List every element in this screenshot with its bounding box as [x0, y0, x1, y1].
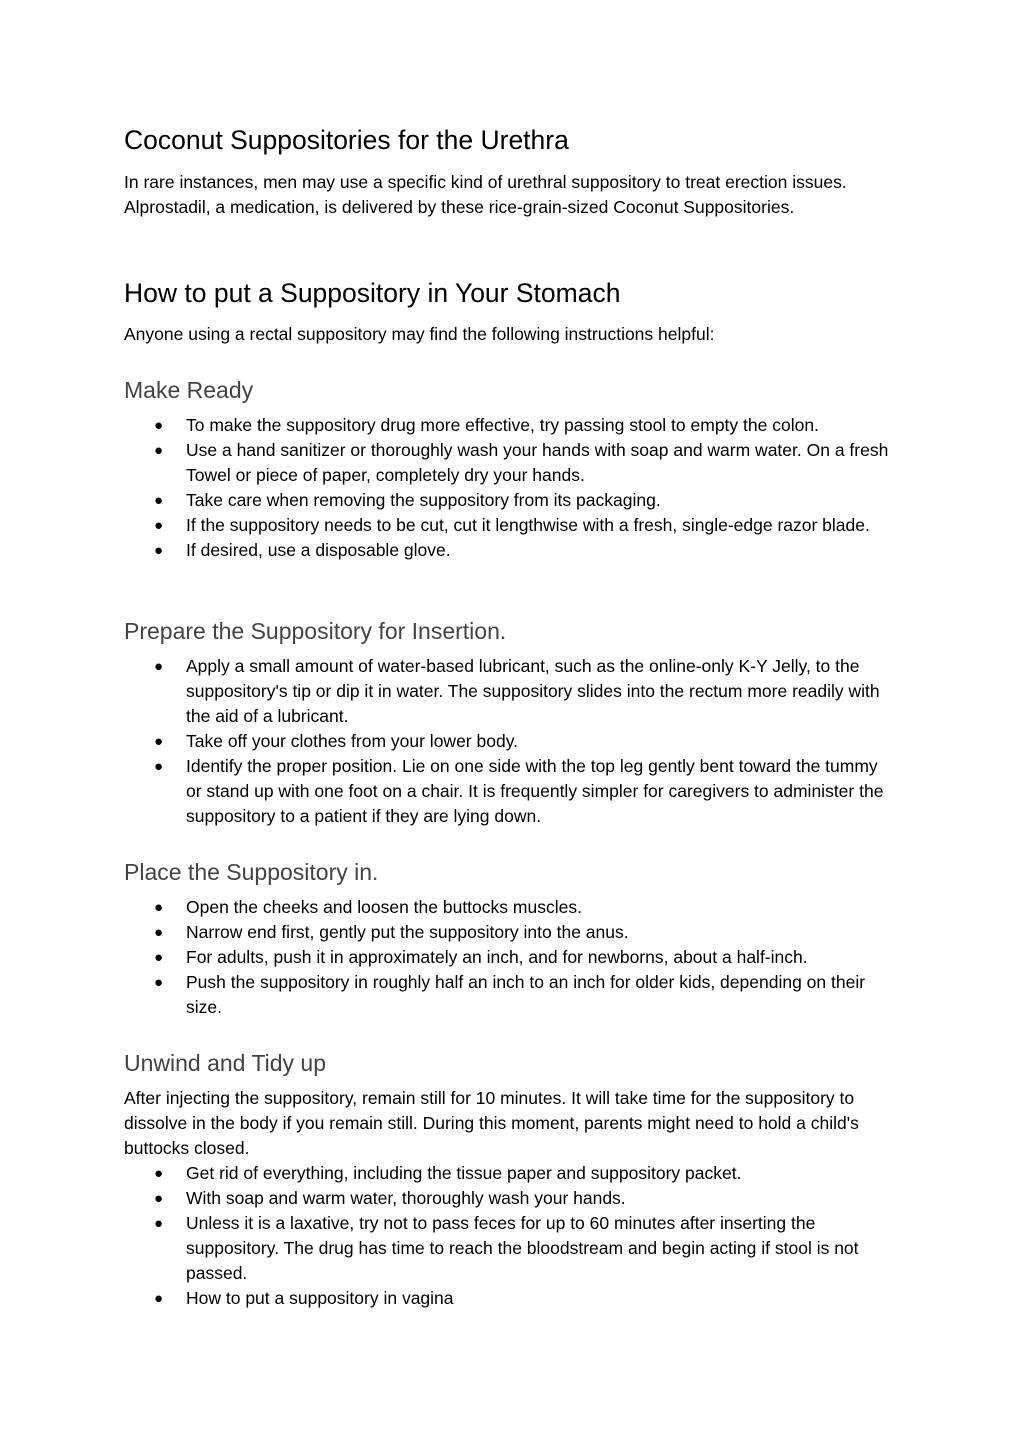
section-paragraph-how-to: Anyone using a rectal suppository may find the following instructions helpful:	[124, 324, 715, 344]
list-item: ● For adults, push it in approximately an inch, and for newborns, about a half-inch.	[124, 945, 898, 970]
bullet-icon: ●	[154, 417, 164, 434]
bullet-icon: ●	[154, 733, 164, 750]
bullet-icon: ●	[154, 974, 164, 991]
list-item: ● Apply a small amount of water-based lubricant, such as the online-only K-Y Jelly, to the suppository's tip or dip it in water. The suppository slides into the rectum more readily with the aid of a lubricant.	[154, 656, 880, 726]
list-place	[124, 895, 904, 1020]
section-heading-how-to: How to put a Suppository in Your Stomach	[124, 278, 621, 308]
bullet-icon: ●	[154, 542, 164, 559]
list-item: ● Identify the proper position. Lie on one side with the top leg gently bent toward the tummy or stand up with one foot on a chair. It is frequently simpler for caregivers to administer the suppository to a patient if they are lying down.	[154, 756, 884, 826]
bullet-icon: ●	[154, 658, 164, 675]
list-item: ● How to put a suppository in vagina	[124, 1286, 898, 1311]
bullet-icon: ●	[154, 949, 164, 966]
list-item: ● To make the suppository drug more effective, try passing stool to empty the colon.	[124, 413, 898, 438]
bullet-icon: ●	[154, 924, 164, 941]
section-heading-urethra: Coconut Suppositories for the Urethra	[124, 125, 569, 155]
bullet-icon: ●	[154, 1215, 164, 1232]
list-item: ● If desired, use a disposable glove.	[124, 538, 898, 563]
bullet-icon: ●	[154, 442, 164, 459]
list-item: ● Open the cheeks and loosen the buttocks muscles.	[124, 895, 898, 920]
subsection-heading-place: Place the Suppository in.	[124, 859, 379, 885]
bullet-icon: ●	[154, 1165, 164, 1182]
bullet-icon: ●	[154, 492, 164, 509]
list-item: ● Use a hand sanitizer or thoroughly wash your hands with soap and warm water. On a fresh Towel or piece of paper, completely dry your hands.	[154, 440, 889, 485]
list-item: ● Narrow end first, gently put the suppository into the anus.	[124, 920, 898, 945]
bullet-icon: ●	[154, 517, 164, 534]
list-item: ● Get rid of everything, including the tissue paper and suppository packet.	[124, 1161, 898, 1186]
subsection-heading-make-ready: Make Ready	[124, 377, 254, 403]
list-make-ready	[124, 413, 904, 563]
list-item: ● If the suppository needs to be cut, cut it lengthwise with a fresh, single-edge razor blade.	[124, 513, 898, 538]
bullet-icon: ●	[154, 1190, 164, 1207]
list-item: ● Take off your clothes from your lower body.	[124, 729, 898, 754]
list-unwind	[124, 1161, 904, 1311]
bullet-icon: ●	[154, 1290, 164, 1307]
subsection-paragraph-unwind: After injecting the suppository, remain still for 10 minutes. It will take time for the suppository to dissolve in the body if you remain still. During this moment, parents might need to hold a child's buttocks closed.	[124, 1088, 859, 1158]
list-prepare	[124, 654, 904, 829]
list-item: ● With soap and warm water, thoroughly wash your hands.	[124, 1186, 898, 1211]
bullet-icon: ●	[154, 899, 164, 916]
bullet-icon: ●	[154, 758, 164, 775]
subsection-heading-unwind: Unwind and Tidy up	[124, 1050, 327, 1076]
list-item: ● Take care when removing the suppository from its packaging.	[124, 488, 898, 513]
subsection-heading-prepare: Prepare the Suppository for Insertion.	[124, 618, 507, 644]
section-paragraph-urethra: In rare instances, men may use a specific kind of urethral suppository to treat erection issues. Alprostadil, a medication, is delivered by these rice-grain-sized Coconut Suppositories.	[124, 172, 847, 217]
list-item: ● Unless it is a laxative, try not to pass feces for up to 60 minutes after inserting the suppository. The drug has time to reach the bloodstream and begin acting if stool is not passed.	[154, 1213, 859, 1283]
list-item: ● Push the suppository in roughly half an inch to an inch for older kids, depending on their size.	[154, 972, 866, 1017]
